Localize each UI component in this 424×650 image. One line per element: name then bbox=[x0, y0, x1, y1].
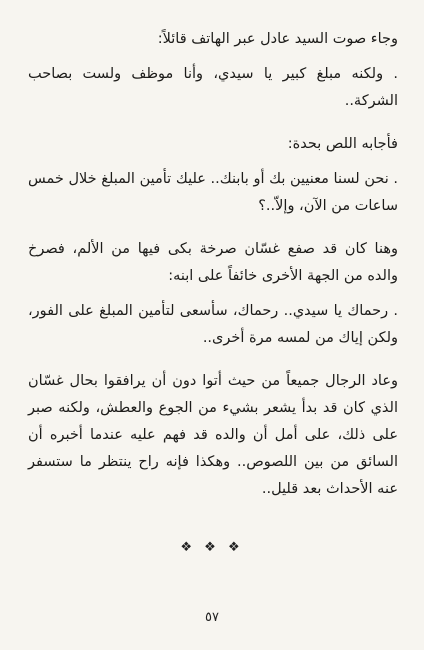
section-separator: ❖ ❖ ❖ bbox=[180, 540, 244, 555]
paragraph-2: . ولكنه مبلغ كبير يا سيدي، وأنا موظف ولست بصاحب الشركة.. bbox=[28, 66, 398, 109]
paragraph-6: . رحماك يا سيدي.. رحماك، سأسعى لتأمين المبلغ على الفور، ولكن إياك من لمسه مرة أخرى.. bbox=[28, 303, 398, 346]
paragraph-7: وعاد الرجال جميعاً من حيث أتوا دون أن يرافقوا بحال غسّان الذي كان قد بدأ يشعر بشيء من الجوع والعطش، ولكنه صبر على ذلك، على أمل أن والده قد فهم عليه عندما أخبره أن السائق من بين اللصوص.. وهكذا فإنه راح ينتظر ما ستسفر عنه الأحداث بعد قليل.. bbox=[28, 373, 398, 497]
page-number: ٥٧ bbox=[205, 610, 219, 625]
paragraph-4: . نحن لسنا معنيين بك أو بابنك.. عليك تأمين المبلغ خلال خمس ساعات من الآن، وإلاّ..؟ bbox=[28, 171, 398, 214]
paragraph-1: وجاء صوت السيد عادل عبر الهاتف قائلاً: bbox=[157, 31, 398, 47]
paragraph-3: فأجابه اللص بحدة: bbox=[287, 136, 398, 152]
page-body bbox=[28, 26, 398, 503]
paragraph-5: وهنا كان قد صفع غسّان صرخة بكى فيها من الألم، فصرخ والده من الجهة الأخرى خائفاً على ابنه: bbox=[28, 241, 398, 284]
